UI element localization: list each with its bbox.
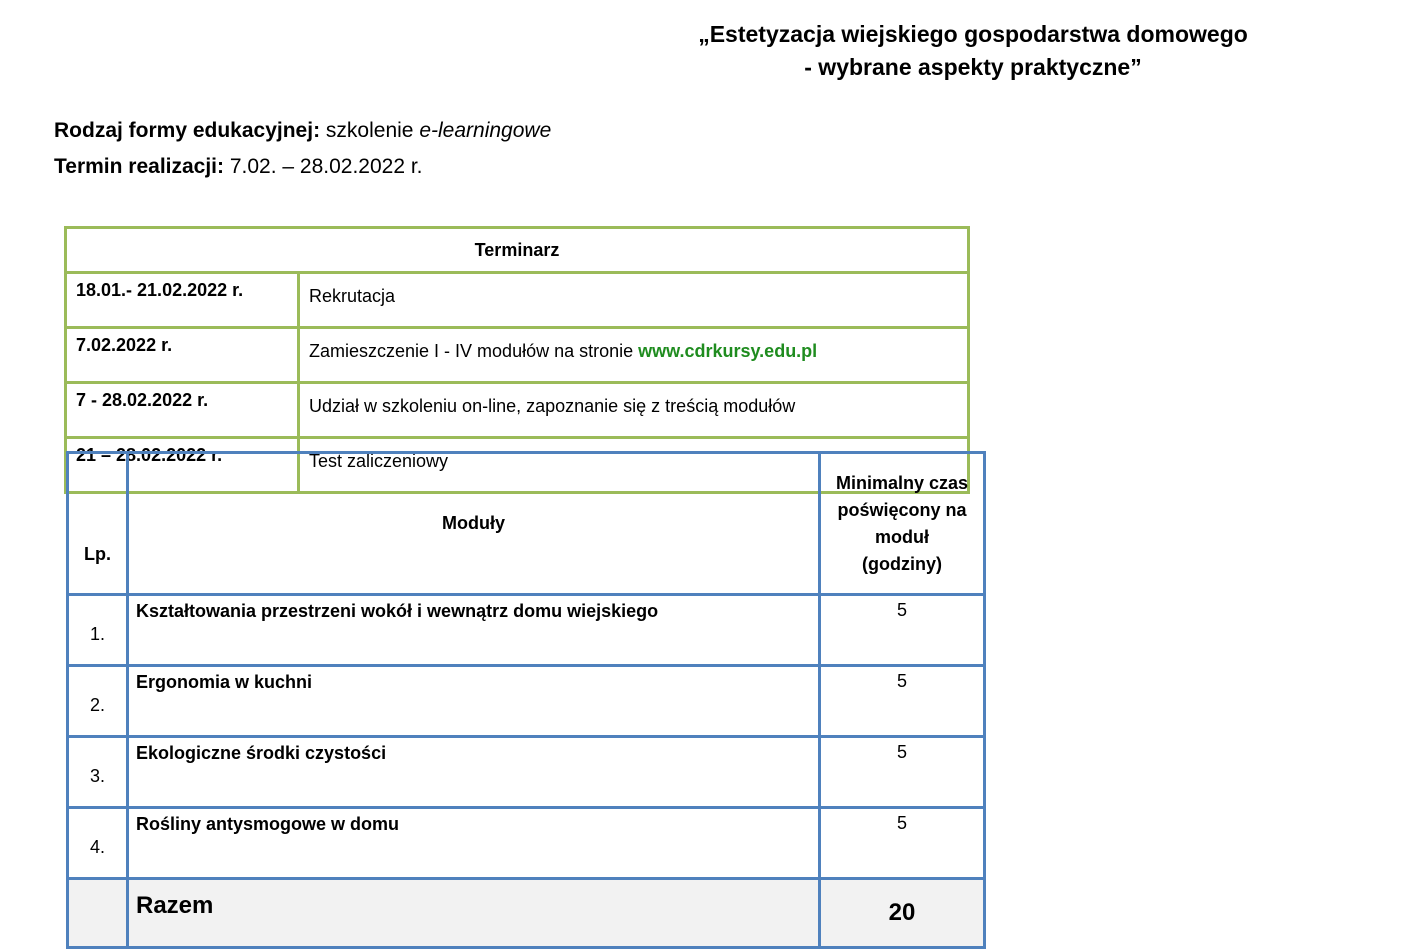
realization-term-value: 7.02. – 28.02.2022 r. [229,155,423,178]
schedule-description: Udział w szkoleniu on-line, zapoznanie się z treścią modułów [299,383,969,438]
schedule-description: Rekrutacja [299,273,969,328]
lp-header: Lp. [68,453,128,595]
module-name: Ergonomia w kuchni [128,666,820,737]
education-form-line [54,117,551,145]
schedule-header-row [66,228,969,273]
schedule-row [66,273,969,328]
module-row [68,737,985,808]
module-hours: 5 [820,595,985,666]
module-number: 3. [68,737,128,808]
module-row [68,808,985,879]
module-row [68,666,985,737]
realization-term-line [54,153,423,181]
modules-table [66,451,986,949]
schedule-row [66,328,969,383]
total-row [68,879,985,948]
module-number: 1. [68,595,128,666]
modules-header: Moduły [128,453,820,595]
schedule-date: 18.01.- 21.02.2022 r. [66,273,299,328]
module-hours: 5 [820,737,985,808]
schedule-date: 7 - 28.02.2022 r. [66,383,299,438]
module-name: Rośliny antysmogowe w domu [128,808,820,879]
schedule-description: Test zaliczeniowy [299,438,969,493]
module-name: Kształtowania przestrzeni wokół i wewnątrz domu wiejskiego [128,595,820,666]
modules-header-row [68,453,985,595]
document-title-line-2: - wybrane aspekty praktyczne” [804,54,1142,80]
module-name: Ekologiczne środki czystości [128,737,820,808]
document-title [640,18,1306,84]
course-website-link[interactable]: www.cdrkursy.edu.pl [638,341,818,361]
total-label: Razem [128,879,820,948]
min-time-header-line: (godziny) [862,553,942,574]
schedule-row [66,383,969,438]
total-empty-cell [68,879,128,948]
schedule-date: 7.02.2022 r. [66,328,299,383]
min-time-header-line: moduł [875,526,929,547]
realization-term-label: Termin realizacji: [54,155,225,178]
schedule-date: 21 – 28.02.2022 r. [66,438,299,493]
min-time-header [820,453,985,595]
min-time-header-line: Minimalny czas [835,472,969,493]
total-hours: 20 [820,879,985,948]
education-form-label: Rodzaj formy edukacyjnej: [54,119,321,142]
schedule-description: Zamieszczenie I - IV modułów na stronie [309,341,639,361]
schedule-heading: Terminarz [66,228,969,273]
education-form-value-italic: e-learningowe [419,119,552,142]
module-row [68,595,985,666]
module-number: 4. [68,808,128,879]
module-hours: 5 [820,666,985,737]
education-form-value: szkolenie [325,119,414,142]
module-hours: 5 [820,808,985,879]
schedule-description-cell [299,328,969,383]
min-time-header-line: poświęcony na [837,499,967,520]
module-number: 2. [68,666,128,737]
document-title-line-1: „Estetyzacja wiejskiego gospodarstwa domowego [698,21,1248,47]
